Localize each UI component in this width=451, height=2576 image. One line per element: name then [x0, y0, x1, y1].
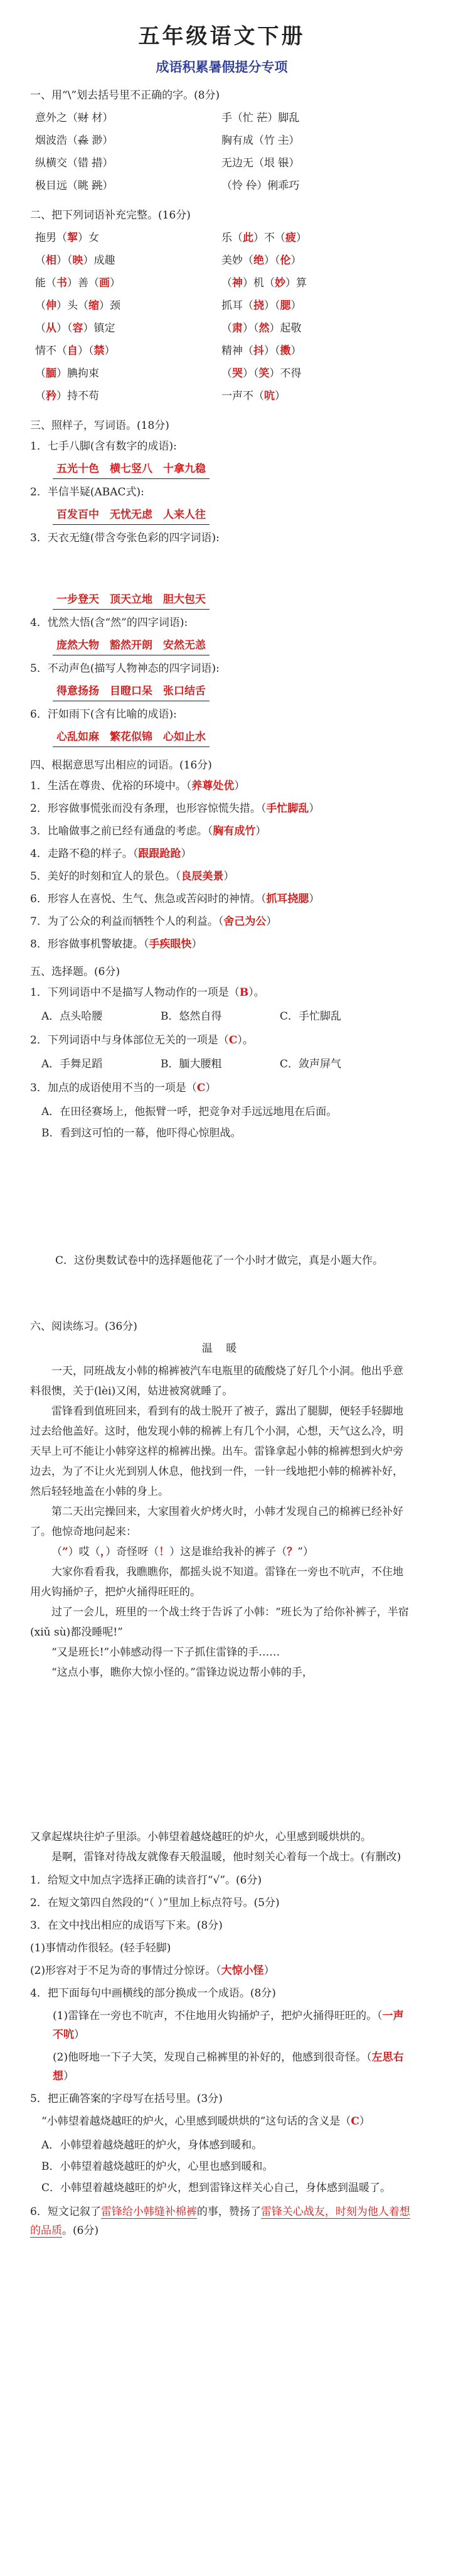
- s3-q4: 4．忧然大悟(含“然”的四字词语):: [30, 617, 188, 629]
- s3-a4: 庞然大物 豁然开朗 安然无恙: [53, 636, 210, 655]
- s1-row-4: 极目远（眺 跳） （怜 伶）俐乖巧: [35, 180, 300, 192]
- story-para-2: 雷锋看到值班回来，看到有的战士脱开了被子，露出了腿脚，便轻手轻脚地过去给他盖好。这时，他发现小韩的棉裤上有几个小洞，心想，天气这么冷，明天早上可不能让小韩穿这样的棉裤出操。出车。雷锋拿起小韩的棉裤想到火炉旁边去，为了不让火光到别人休息，他找到一件，一针一线地把小韩的棉裤补好，然后轻轻地盖在小韩的身上。: [30, 1405, 403, 1498]
- s3-a5: 得意扬扬 目瞪口呆 张口结舌: [53, 682, 210, 701]
- s3-q5: 5．不动声色(描写人物神态的四字词语):: [30, 662, 220, 675]
- worksheet-page: [0, 19, 451, 2240]
- s6-q3a: (1)事情动作很轻。(轻手轻脚): [30, 1942, 171, 1954]
- s6-q6: 6．短文记叙了雷锋给小韩缝补棉裤的事，赞扬了雷锋关心战友，时刻为他人着想的品质。(6分): [30, 2206, 410, 2237]
- s5-q1: 1．下列词语中不是描写人物动作的一项是（B）。: [30, 986, 265, 999]
- section-4-heading: 四、根据意思写出相应的词语。(16分): [30, 759, 212, 772]
- s4-item-3: 3．比喻做事之前已经有通盘的考虑。（胸有成竹）: [30, 825, 267, 838]
- s4-item-7: 7．为了公众的利益而牺牲个人的利益。（舍己为公）: [30, 915, 277, 928]
- s5-q3-option-a: A．在田径赛场上，他振臂一呼，把竞争对手远远地甩在后面。: [41, 1106, 337, 1118]
- page-subtitle: 成语积累暑假提分专项: [156, 59, 288, 75]
- page-title: 五年级语文下册: [138, 24, 305, 49]
- s3-a6: 心乱如麻 繁花似锦 心如止水: [53, 728, 210, 747]
- story-para-10: 是啊，雷锋对待战友就像春天般温暖，他时刻关心着每一个战士。(有删改): [51, 1851, 401, 1863]
- s6-q3b: (2)形容对于不足为奇的事情过分惊讶。（大惊小怪）: [30, 1964, 275, 1977]
- s4-item-8: 8．形容做事机警敏捷。（手疾眼快）: [30, 938, 203, 951]
- s6-q5-option-b: B．小韩望着越烧越旺的炉火，心里也感到暖和。: [41, 2160, 273, 2173]
- s3-q6: 6．汗如雨下(含有比喻的成语):: [30, 708, 177, 721]
- story-para-9: 又拿起煤块往炉子里添。小韩望着越烧越旺的炉火，心里感到暖烘烘的。: [30, 1831, 371, 1843]
- s4-item-1: 1．生活在尊贵、优裕的环境中。（养尊处优）: [30, 780, 245, 792]
- s1-row-1: 意外之（财 材） 手（忙 茫）脚乱: [35, 112, 300, 124]
- s6-q5: 5．把正确答案的字母写在括号里。(3分): [30, 2093, 223, 2105]
- s2-row-5: （从）（容）镇定 （肃）（然）起敬: [35, 322, 302, 335]
- s2-row-8: （矜）持不苟 一声不（吭）: [35, 390, 285, 402]
- s1-row-3: 纵横交（错 措） 无边无（垠 银）: [35, 157, 300, 170]
- section-1-items: [30, 107, 413, 197]
- s5-q3-option-b: B．看到这可怕的一幕，他吓得心惊胆战。: [41, 1127, 241, 1140]
- section-3-heading: 三、照样子，写词语。(18分): [30, 419, 169, 432]
- s4-item-5: 5．美好的时刻和宜人的景色。（良辰美景）: [30, 870, 235, 883]
- s6-q1: 1．给短文中加点字选择正确的读音打“√”。(6分): [30, 1874, 262, 1887]
- s6-q3: 3．在文中找出相应的成语写下来。(8分): [30, 1919, 223, 1932]
- s2-row-4: （伸）头（缩）颈 抓耳（挠）（腮）: [35, 299, 302, 312]
- s5-q3-option-c: C．这份奥数试卷中的选择题他花了一个小时才做完，真是小题大作。: [55, 1254, 384, 1267]
- s6-q2: 2．在短文第四自然段的“（ ）”里加上标点符号。(5分): [30, 1897, 280, 1909]
- s3-a2: 百发百中 无忧无虑 人来人往: [53, 505, 210, 525]
- s3-q2: 2．半信半疑(ABAC式):: [30, 486, 144, 498]
- s3-q3: 3．天衣无缝(带含夸张色彩的四字词语):: [30, 532, 220, 544]
- story-para-5: 大家你看看我，我瞧瞧你，都摇头说不知道。雷锋在一旁也不吭声，不住地用火钩捅炉子，把炉火捅得旺旺的。: [30, 1566, 403, 1598]
- story-para-7: “又是班长!”小韩感动得一下子抓住雷锋的手……: [51, 1646, 280, 1659]
- s5-q2-options: A．手舞足蹈 B．腼大腰粗 C．敛声屏气: [41, 1058, 342, 1070]
- story-para-8: “这点小事，瞧你大惊小怪的。”雷锋边说边帮小韩的手，: [51, 1666, 313, 1679]
- s2-row-3: 能（书）善（画） （神）机（妙）算: [35, 277, 307, 289]
- s2-row-6: 情不（自）（禁） 精神（抖）（擞）: [35, 345, 302, 357]
- s3-a1: 五光十色 横七竖八 十拿九稳: [53, 460, 210, 479]
- s6-q4b: (2)他呀地一下子大笑，发现自己棉裤里的补好的，他感到很奇怪。（左思右想）: [53, 2051, 404, 2083]
- s5-q3: 3．加点的成语使用不当的一项是（C）: [30, 1082, 216, 1094]
- s6-q4: 4．把下面每句中画横线的部分换成一个成语。(8分): [30, 1987, 276, 2000]
- s2-row-2: （相）（映）成趣 美妙（绝）（伦）: [35, 254, 302, 267]
- s6-q5-option-a: A．小韩望着越烧越旺的炉火，身体感到暖和。: [41, 2139, 263, 2152]
- story-para-1: 一天，同班战友小韩的棉裤被汽车电瓶里的硫酸烧了好几个小洞。他出乎意料很懊，关于(lèi)又闲，姑进被窝就睡了。: [30, 1365, 403, 1398]
- s5-q1-options: A．点头哈腰 B．悠然自得 C．手忙脚乱: [41, 1010, 342, 1023]
- s3-a3: 一步登天 顶天立地 胆大包天: [53, 590, 210, 610]
- section-2-heading: 二、把下列词语补充完整。(16分): [30, 209, 191, 222]
- s3-q1: 1．七手八脚(含有数字的成语):: [30, 440, 177, 453]
- story-para-6: 过了一会儿，班里的一个战士终于告诉了小韩：“班长为了给你补裤子，半宿(xiǔ sù)都没睡呢!”: [30, 1606, 409, 1639]
- story-para-4: （”）哎（，）奇怪呀（！）这是谁给我补的裤子（？”）: [51, 1546, 314, 1558]
- section-2-items: [30, 227, 413, 407]
- s5-q2: 2．下列词语中与身体部位无关的一项是（C）。: [30, 1034, 253, 1047]
- s6-q4a: (1)雷锋在一旁也不吭声，不住地用火钩捅炉子，把炉火捅得旺旺的。（一声不吭）: [53, 2010, 404, 2041]
- s4-item-2: 2．形容做事慌张而没有条理，也形容惊慌失措。（手忙脚乱）: [30, 802, 320, 815]
- s1-row-2: 烟波浩（淼 渺） 胸有成（竹 主）: [35, 134, 300, 147]
- s4-item-6: 6．形容人在喜悦、生气、焦急或苦闷时的神情。（抓耳挠腮）: [30, 893, 320, 905]
- story-title: 温 暖: [201, 1342, 242, 1355]
- s4-item-4: 4．走路不稳的样子。（跟跟跄跄）: [30, 848, 192, 860]
- s2-row-1: 拖男（挈）女 乐（此）不（疲）: [35, 232, 307, 244]
- story-para-3: 第二天出完操回来，大家围着火炉烤火时，小韩才发现自己的棉裤已经补好了。他惊奇地问起来：: [30, 1506, 403, 1538]
- s6-q5-option-c: C．小韩望着越烧越旺的炉火，想到雷锋这样关心自己，身体感到温暖了。: [41, 2182, 391, 2194]
- s6-q5-text: “小韩望着越烧越旺的炉火，心里感到暖烘烘的”这句话的含义是（C）: [41, 2115, 370, 2128]
- section-5-heading: 五、选择题。(6分): [30, 966, 120, 978]
- section-1-heading: 一、用“\”划去括号里不正确的字。(8分): [30, 89, 220, 102]
- s2-row-7: （腼）腆拘束 （哭）（笑）不得: [35, 367, 302, 380]
- section-6-heading: 六、阅读练习。(36分): [30, 1320, 137, 1333]
